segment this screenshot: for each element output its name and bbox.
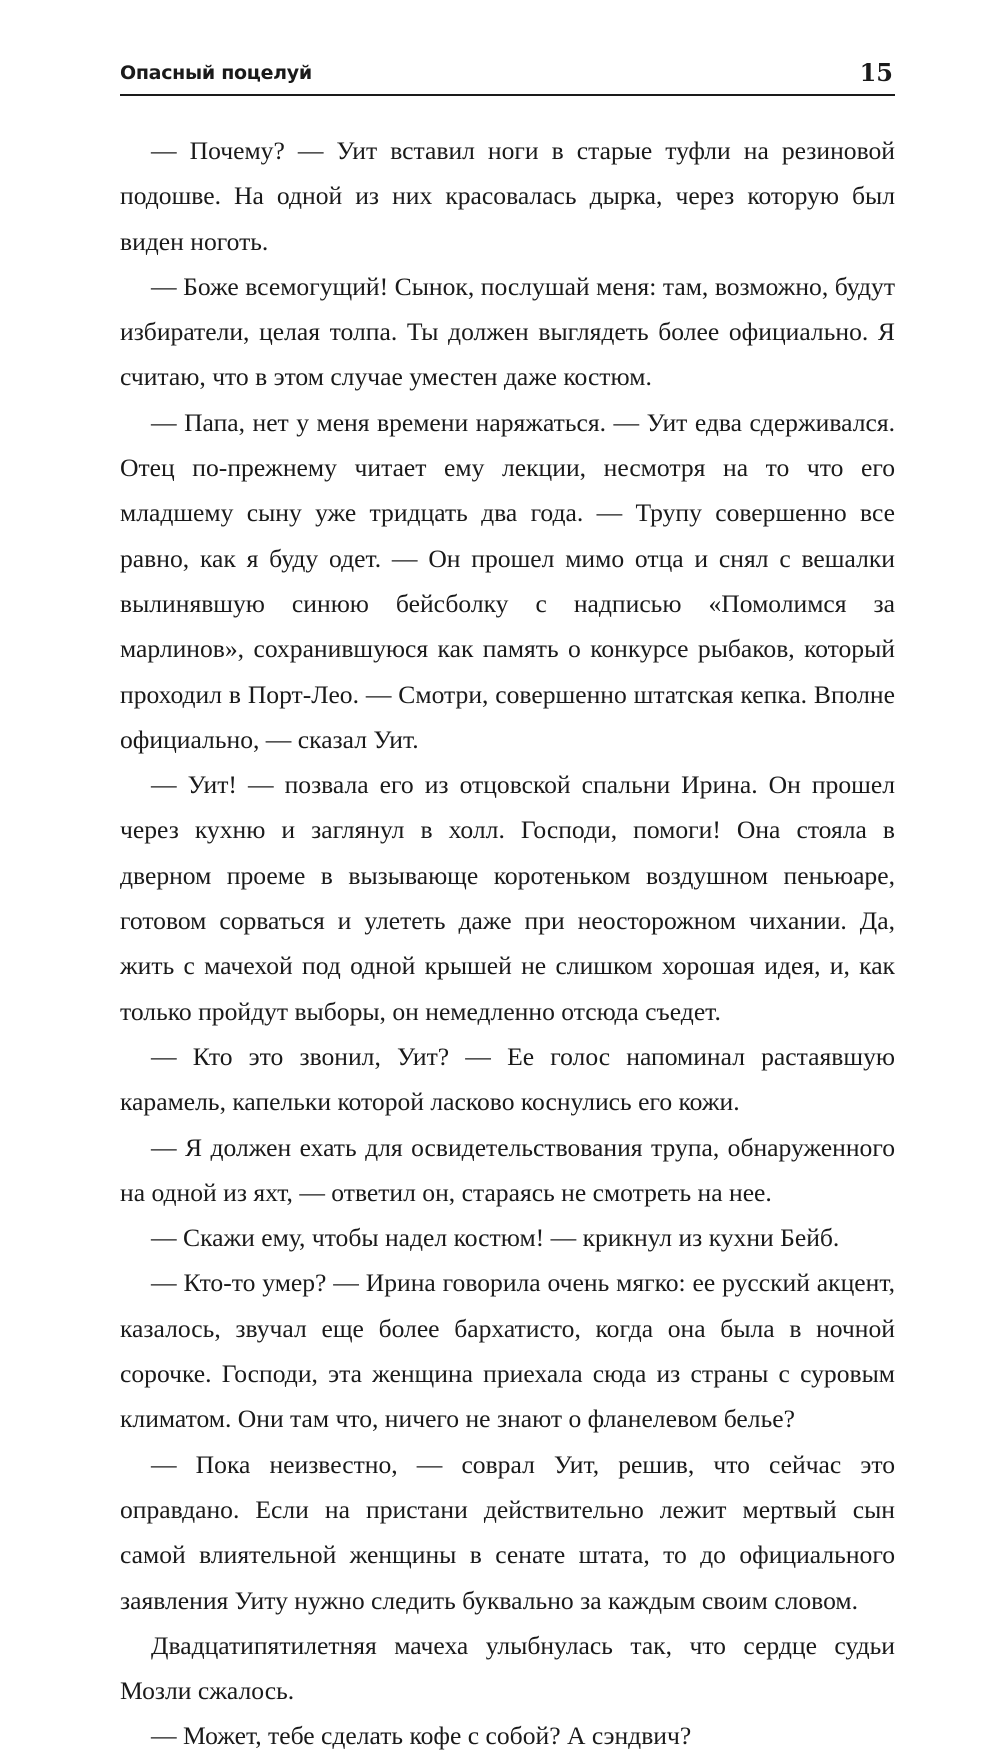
running-head bbox=[120, 58, 895, 96]
body-text bbox=[120, 128, 895, 1759]
paragraph: — Кто это звонил, Уит? — Ее голос напоминал растаявшую карамель, капельки которой ласково коснулись его кожи. bbox=[120, 1041, 895, 1117]
paragraph: — Пока неизвестно, — соврал Уит, решив, что сейчас это оправдано. Если на пристани действительно лежит мертвый сын самой влиятельной женщины в сенате штата, то до официального заявления Уиту нужно следить буквально за каждым своим словом. bbox=[120, 1449, 895, 1615]
paragraph: — Может, тебе сделать кофе с собой? А сэндвич? bbox=[151, 1721, 692, 1751]
paragraph: — Боже всемогущий! Сынок, послушай меня: там, возможно, будут избиратели, целая толпа. Ты должен выглядеть более официально. Я считаю, что в этом случае уместен даже костюм. bbox=[120, 271, 895, 392]
running-title: Опасный поцелуй bbox=[120, 62, 312, 84]
paragraph: — Папа, нет у меня времени наряжаться. — Уит едва сдерживался. Отец по-прежнему читает ему лекции, несмотря на то что его младшему сыну уже тридцать два года. — Трупу совершенно все равно, как я буду одет. — Он прошел мимо отца и снял с вешалки вылинявшую синюю бейсболку с надписью «Помолимся за марлинов», сохранившуюся как память о конкурсе рыбаков, который проходил в Порт-Лео. — Смотри, совершенно штатская кепка. Вполне официально, — сказал Уит. bbox=[120, 407, 895, 754]
page-number: 15 bbox=[859, 58, 893, 87]
paragraph: — Я должен ехать для освидетельствования трупа, обнаруженного на одной из яхт, — ответил он, стараясь не смотреть на нее. bbox=[120, 1132, 895, 1207]
paragraph: — Почему? — Уит вставил ноги в старые туфли на резиновой подошве. На одной из них красовалась дырка, через которую был виден ноготь. bbox=[120, 136, 895, 256]
paragraph: Двадцатипятилетняя мачеха улыбнулась так, что сердце судьи Мозли сжалось. bbox=[120, 1630, 895, 1706]
paragraph: — Уит! — позвала его из отцовской спальни Ирина. Он прошел через кухню и заглянул в холл. Господи, помоги! Она стояла в дверном проеме в вызывающе коротеньком воздушном пеньюаре, готовом сорваться и улететь даже при неосторожном чихании. Да, жить с мачехой под одной крышей не слишком хорошая идея, и, как только пройдут выборы, он немедленно отсюда съедет. bbox=[120, 770, 895, 1026]
paragraph: — Скажи ему, чтобы надел костюм! — крикнул из кухни Бейб. bbox=[151, 1223, 840, 1253]
paragraph: — Кто-то умер? — Ирина говорила очень мягко: ее русский акцент, казалось, звучал еще более бархатисто, когда она была в ночной сорочке. Господи, эта женщина приехала сюда из страны с суровым климатом. Они там что, ничего не знают о фланелевом белье? bbox=[120, 1268, 895, 1434]
